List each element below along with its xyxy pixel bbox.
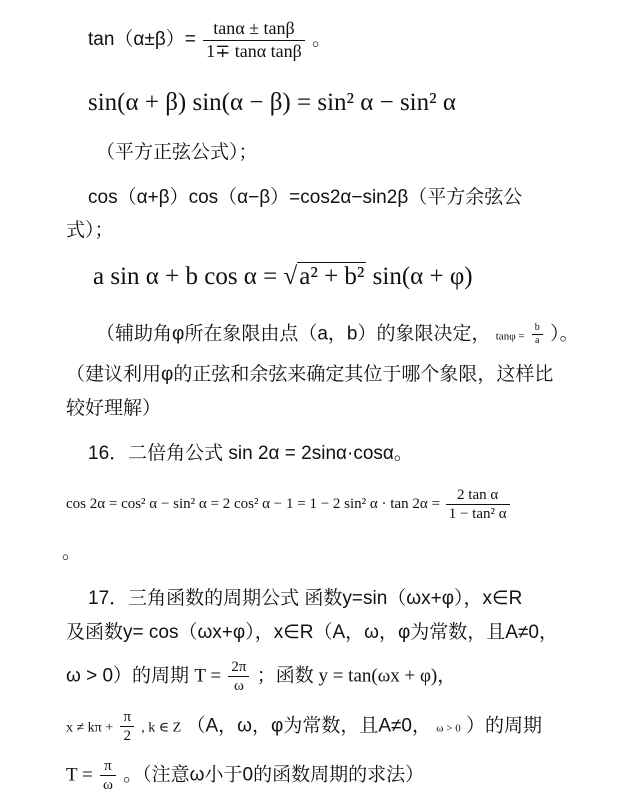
- tan-domain-pre: x ≠ kπ +: [66, 720, 114, 736]
- heading-period: 17．三角函数的周期公式 函数y=sin（ωx+φ），x∈R: [88, 588, 523, 609]
- period-tan-result: [66, 757, 424, 794]
- note-suggestion: （建议利用φ的正弦和余弦来确定其位于哪个象限，这样比: [66, 364, 554, 385]
- aux-sqrt: √a² + b²: [283, 263, 365, 290]
- tan-domain-cond: ω > 0: [436, 722, 461, 735]
- tan-phi-label: tanφ =: [495, 330, 525, 343]
- tan-sum-denominator: 1∓ tanα tanβ: [206, 40, 302, 61]
- aux-note-end: ）。: [550, 323, 579, 345]
- period-tan-function: ；函数 y = tan(ωx + φ)，: [256, 665, 457, 687]
- period-pi-numerator: π: [100, 757, 116, 776]
- tan-sum-end: 。: [312, 29, 332, 51]
- tan-sum-numerator: tanα ± tanβ: [203, 18, 305, 41]
- tan-phi-numerator: b: [532, 322, 543, 335]
- note-auxiliary-quadrant: [96, 322, 579, 347]
- period-T-label: T =: [194, 665, 222, 687]
- tan-domain-numerator: π: [120, 708, 134, 727]
- tan-double-denominator: 1 − tan² α: [448, 506, 507, 522]
- period-tan-T: T =: [66, 764, 93, 786]
- tan-double-numerator: 2 tan α: [446, 486, 510, 505]
- formula-cos-product: cos（α+β）cos（α−β）=cos2α−sin2β（平方余弦公: [88, 187, 523, 208]
- tan-double-fraction: [446, 486, 510, 523]
- period-cos-text: 及函数y= cos（ωx+φ），x∈R（A，ω，φ为常数，且A≠0，: [66, 622, 558, 643]
- tan-domain-text: （A，ω，φ为常数，且A≠0，: [186, 715, 431, 737]
- tan-sum-fraction: [203, 18, 305, 62]
- tan-domain-fraction: [120, 708, 134, 745]
- formula-sin-product: sin(α + β) sin(α − β) = sin² α − sin² α: [88, 89, 456, 116]
- tan-domain-k: , k ∈ Z: [141, 720, 182, 736]
- period-2pi-fraction: [228, 658, 249, 695]
- note-suggestion-cont: 较好理解）: [66, 398, 162, 419]
- tan-phi-fraction: [532, 322, 543, 347]
- tan-domain-denominator: 2: [123, 728, 131, 744]
- period-tan-condition: [66, 708, 542, 745]
- period-pre: ω > 0）的周期: [66, 665, 190, 687]
- aux-radicand: a² + b²: [299, 263, 365, 290]
- aux-note-text: （辅助角φ所在象限由点（a，b）的象限决定，: [96, 323, 491, 345]
- formula-auxiliary-angle: [93, 262, 473, 292]
- heading-double-angle: 16．二倍角公式 sin 2α = 2sinα·cosα。: [88, 443, 413, 464]
- formula-cos-product-cont: 式）；: [66, 220, 114, 241]
- cos-double-end: 。: [62, 542, 82, 563]
- formula-tan-sum: [88, 18, 331, 62]
- tan-sum-prefix: tan（α±β）=: [88, 29, 196, 51]
- aux-lhs: a sin α + b cos α =: [93, 263, 278, 290]
- period-pi-fraction: [100, 757, 116, 794]
- cos-double-chain: cos 2α = cos² α − sin² α = 2 cos² α − 1 = 1 − 2 sin² α · tan 2α =: [66, 495, 440, 512]
- formula-cos-double: [66, 486, 512, 523]
- period-pi-denominator: ω: [103, 777, 113, 793]
- period-2pi-denominator: ω: [233, 678, 244, 694]
- tan-phi-denominator: a: [535, 335, 540, 346]
- period-tan-note: 。（注意ω小于0的函数周期的求法）: [123, 764, 425, 786]
- tan-domain-post: ）的周期: [466, 715, 543, 737]
- period-2pi-numerator: 2π: [228, 658, 249, 677]
- label-square-sine: （平方正弦公式）；: [96, 142, 258, 163]
- aux-rhs: sin(α + φ): [372, 263, 473, 290]
- period-cos-result: [66, 658, 456, 695]
